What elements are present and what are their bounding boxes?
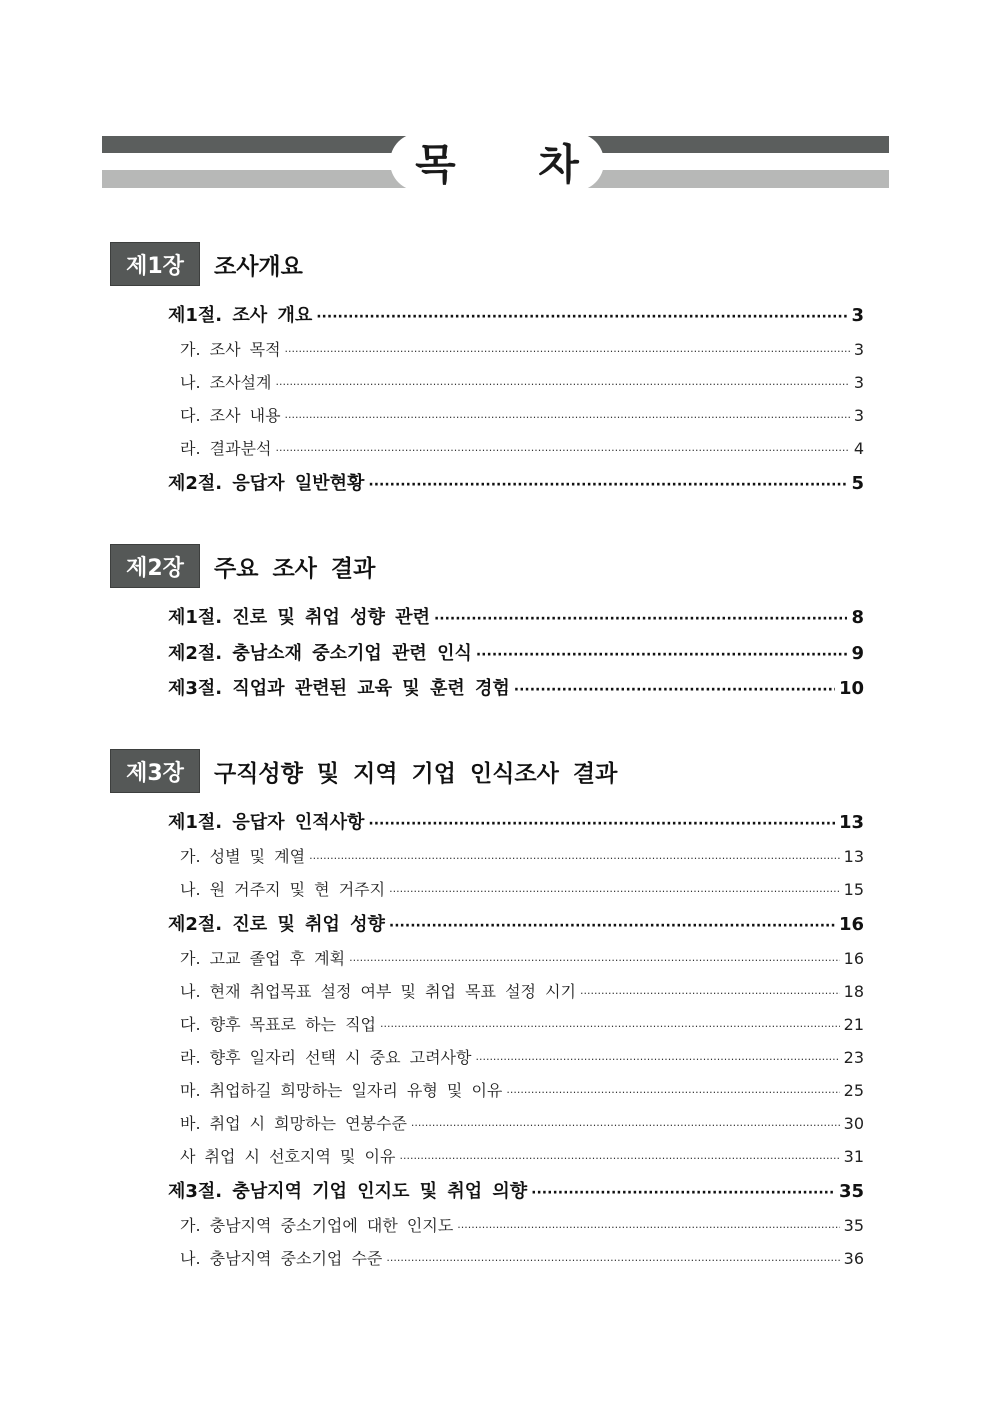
dot-leader bbox=[389, 885, 840, 898]
toc-entry-label: 제3절. 충남지역 기업 인지도 및 취업 의향 bbox=[168, 1181, 528, 1202]
toc-entry[interactable] bbox=[180, 1246, 864, 1269]
page-title: 목 차 bbox=[415, 140, 613, 189]
toc-entry-label: 라. 향후 일자리 선택 시 중요 고려사항 bbox=[180, 1048, 472, 1067]
toc-entry[interactable] bbox=[180, 979, 864, 1002]
toc-entry[interactable] bbox=[180, 370, 864, 393]
toc-entry[interactable] bbox=[180, 877, 864, 900]
toc-entry-page: 30 bbox=[843, 1114, 864, 1133]
dot-leader bbox=[506, 1086, 839, 1099]
dot-leader bbox=[368, 816, 835, 832]
toc-entry-page: 13 bbox=[843, 847, 864, 866]
toc-entry-label: 나. 현재 취업목표 설정 여부 및 취업 목표 설정 시기 bbox=[180, 982, 576, 1001]
toc-entry[interactable] bbox=[180, 844, 864, 867]
dot-leader bbox=[349, 954, 840, 967]
toc-entry-page: 3 bbox=[853, 373, 864, 392]
toc-entry-page: 16 bbox=[838, 914, 864, 935]
toc-entry-label: 다. 조사 내용 bbox=[180, 406, 281, 425]
toc-entry-label: 다. 향후 목표로 하는 직업 bbox=[180, 1015, 376, 1034]
dot-leader bbox=[434, 611, 848, 627]
toc-entry-page: 4 bbox=[853, 439, 864, 458]
dot-leader bbox=[368, 477, 847, 493]
toc-entry[interactable] bbox=[168, 301, 864, 327]
toc-entry[interactable] bbox=[168, 674, 864, 700]
dot-leader bbox=[275, 378, 849, 391]
toc-entry-label: 제2절. 응답자 일반현황 bbox=[168, 473, 365, 494]
toc-entry-label: 제1절. 조사 개요 bbox=[168, 305, 313, 326]
toc-entry-label: 가. 조사 목적 bbox=[180, 340, 281, 359]
toc-entry-page: 18 bbox=[843, 982, 864, 1001]
chapter-badge: 제3장 bbox=[110, 749, 200, 793]
toc-entry-label: 가. 고교 졸업 후 계획 bbox=[180, 949, 346, 968]
toc-entry[interactable] bbox=[168, 910, 864, 936]
toc-entry[interactable] bbox=[180, 1012, 864, 1035]
dot-leader bbox=[531, 1185, 835, 1201]
toc-entry-label: 나. 조사설계 bbox=[180, 373, 272, 392]
toc-entry-page: 10 bbox=[838, 678, 864, 699]
toc-entry[interactable] bbox=[168, 603, 864, 629]
toc-entry-page: 25 bbox=[843, 1081, 864, 1100]
toc-entry-label: 제3절. 직업과 관련된 교육 및 훈련 경험 bbox=[168, 678, 510, 699]
toc-entry-label: 사 취업 시 선호지역 및 이유 bbox=[180, 1147, 396, 1166]
toc-entry-label: 제1절. 응답자 인적사항 bbox=[168, 812, 365, 833]
toc-entry[interactable] bbox=[180, 403, 864, 426]
chapter-title: 구직성향 및 지역 기업 인식조사 결과 bbox=[214, 760, 618, 787]
toc-entry-page: 15 bbox=[843, 880, 864, 899]
toc-entry[interactable] bbox=[180, 1045, 864, 1068]
toc-entry-page: 31 bbox=[843, 1147, 864, 1166]
toc-entry[interactable] bbox=[168, 1177, 864, 1203]
chapter-title: 주요 조사 결과 bbox=[214, 555, 376, 582]
dot-leader bbox=[457, 1221, 839, 1234]
toc-entry-page: 3 bbox=[853, 406, 864, 425]
dot-leader bbox=[386, 1254, 839, 1267]
toc-entry-page: 35 bbox=[843, 1216, 864, 1235]
toc-entry-page: 9 bbox=[851, 643, 864, 664]
toc-entry-label: 나. 원 거주지 및 현 거주지 bbox=[180, 880, 386, 899]
toc-entry-page: 13 bbox=[838, 812, 864, 833]
toc-entry-label: 나. 충남지역 중소기업 수준 bbox=[180, 1249, 383, 1268]
toc-entry[interactable] bbox=[180, 1078, 864, 1101]
toc-entry[interactable] bbox=[180, 436, 864, 459]
dot-leader bbox=[411, 1119, 840, 1132]
toc-entry[interactable] bbox=[180, 1111, 864, 1134]
dot-leader bbox=[380, 1020, 840, 1033]
toc-entry[interactable] bbox=[168, 469, 864, 495]
toc-entry-page: 36 bbox=[843, 1249, 864, 1268]
dot-leader bbox=[389, 918, 835, 934]
chapter-badge: 제2장 bbox=[110, 544, 200, 588]
toc-entry-label: 제2절. 충남소재 중소기업 관련 인식 bbox=[168, 643, 472, 664]
toc-entry-page: 16 bbox=[843, 949, 864, 968]
dot-leader bbox=[476, 647, 848, 663]
dot-leader bbox=[285, 345, 850, 358]
toc-entry-label: 가. 성별 및 계열 bbox=[180, 847, 306, 866]
dot-leader bbox=[475, 1053, 839, 1066]
toc-entry-page: 35 bbox=[838, 1181, 864, 1202]
title-pill bbox=[390, 133, 613, 191]
toc-title-banner bbox=[102, 133, 889, 191]
chapter-badge: 제1장 bbox=[110, 242, 200, 286]
chapter-title: 조사개요 bbox=[214, 253, 303, 280]
toc-entry[interactable] bbox=[180, 1144, 864, 1167]
toc-entry-label: 가. 충남지역 중소기업에 대한 인지도 bbox=[180, 1216, 454, 1235]
toc-entry[interactable] bbox=[180, 1213, 864, 1236]
dot-leader bbox=[285, 411, 850, 424]
toc-entry-page: 23 bbox=[843, 1048, 864, 1067]
dot-leader bbox=[514, 682, 835, 698]
toc-entry[interactable] bbox=[180, 337, 864, 360]
dot-leader bbox=[399, 1152, 839, 1165]
toc-entry[interactable] bbox=[168, 639, 864, 665]
toc-entry-label: 마. 취업하길 희망하는 일자리 유형 및 이유 bbox=[180, 1081, 503, 1100]
toc-entry-page: 3 bbox=[851, 305, 864, 326]
toc-entry-page: 21 bbox=[843, 1015, 864, 1034]
toc-entry-page: 5 bbox=[851, 473, 864, 494]
toc-entry-label: 제2절. 진로 및 취업 성향 bbox=[168, 914, 385, 935]
toc-entry-label: 제1절. 진로 및 취업 성향 관련 bbox=[168, 607, 430, 628]
dot-leader bbox=[580, 987, 840, 1000]
dot-leader bbox=[275, 444, 849, 457]
toc-entry[interactable] bbox=[180, 946, 864, 969]
chapter-1-header bbox=[110, 242, 303, 286]
dot-leader bbox=[309, 852, 840, 865]
chapter-2-header bbox=[110, 544, 375, 588]
toc-entry[interactable] bbox=[168, 808, 864, 834]
toc-entry-page: 8 bbox=[851, 607, 864, 628]
toc-entry-label: 바. 취업 시 희망하는 연봉수준 bbox=[180, 1114, 407, 1133]
chapter-3-header bbox=[110, 749, 617, 793]
toc-entry-page: 3 bbox=[853, 340, 864, 359]
dot-leader bbox=[316, 309, 847, 325]
toc-entry-label: 라. 결과분석 bbox=[180, 439, 272, 458]
